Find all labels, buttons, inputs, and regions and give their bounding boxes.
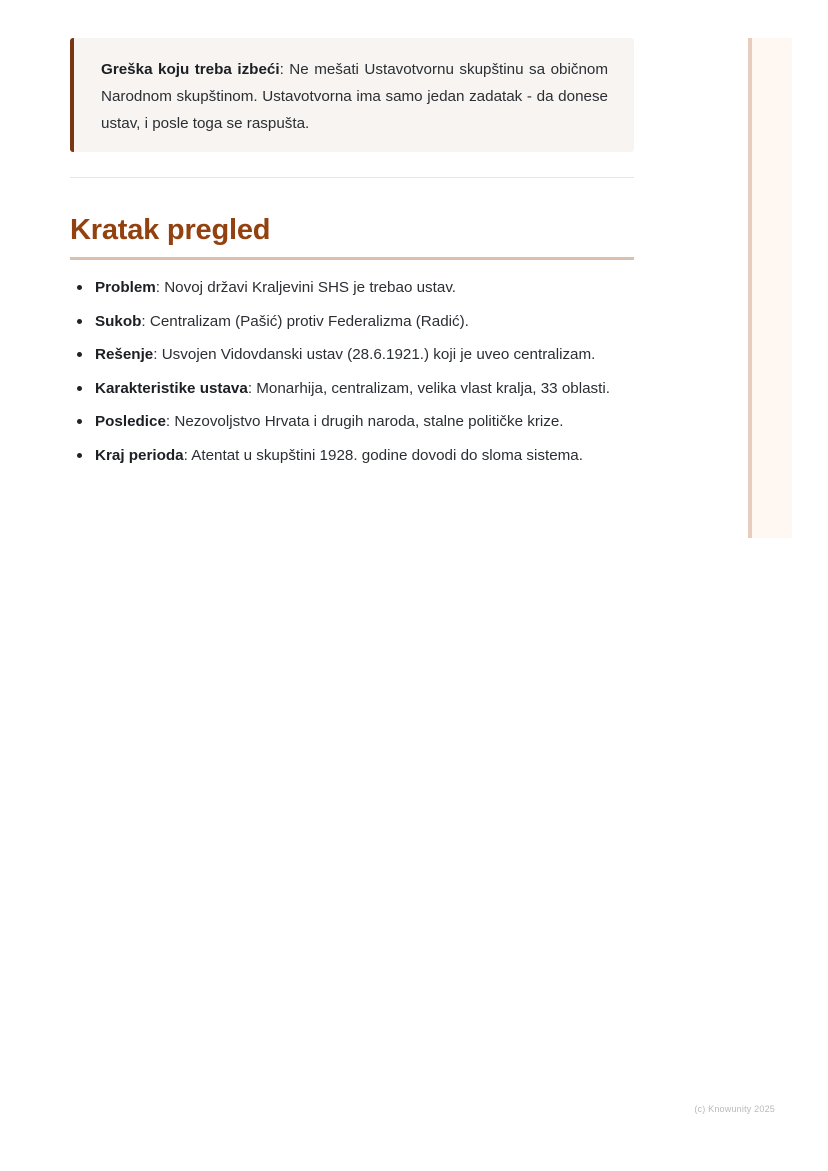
summary-item-sukob [70,309,634,334]
summary-term: Problem [95,279,156,296]
summary-list [70,275,634,468]
callout-separator: : [279,61,290,78]
summary-term: Rešenje [95,346,154,363]
bullet-icon [77,419,82,424]
section-divider [70,177,634,178]
summary-sep: : [183,446,192,464]
summary-sep: : [141,312,150,330]
summary-sep: : [165,413,175,430]
summary-text: Centralizam (Pašić) protiv Federalizma (Radić). [149,312,469,330]
summary-term: Karakteristike ustava [95,379,248,397]
document-content [70,38,634,476]
summary-term: Kraj perioda [95,446,184,464]
summary-sep: : [153,346,162,363]
summary-text: Monarhija, centralizam, velika vlast kralja, 33 oblasti. [256,379,610,397]
warning-callout [70,38,634,152]
summary-item-karakteristike [70,376,634,401]
bullet-icon [77,352,82,357]
callout-text: Ne mešati Ustavotvornu skupštinu sa običnom Narodnom skupštinom. Ustavotvorna ima samo jedan zadatak - da donese ustav, i posle toga se raspušta. [101,61,608,132]
summary-text: Usvojen Vidovdanski ustav (28.6.1921.) koji je uveo centralizam. [161,346,596,363]
summary-text: Atentat u skupštini 1928. godine dovodi do sloma sistema. [191,446,583,464]
bullet-icon [77,386,82,391]
summary-term: Sukob [95,312,142,330]
bullet-icon [77,285,82,290]
summary-text: Nezovoljstvo Hrvata i drugih naroda, stalne političke krize. [174,413,564,430]
summary-sep: : [247,379,257,397]
side-panel [748,38,792,538]
summary-item-kraj-perioda [70,443,634,468]
summary-sep: : [155,279,165,296]
section-title: Kratak pregled [70,212,634,260]
summary-text: Novoj državi Kraljevini SHS je trebao ustav. [164,279,456,296]
summary-item-problem [70,275,634,300]
summary-item-posledice [70,409,634,434]
summary-item-resenje [70,342,634,367]
bullet-icon [77,453,82,458]
summary-term: Posledice [95,413,166,430]
bullet-icon [77,319,82,324]
callout-label: Greška koju treba izbeći [101,61,280,78]
copyright-footer: (c) Knowunity 2025 [694,1104,775,1114]
